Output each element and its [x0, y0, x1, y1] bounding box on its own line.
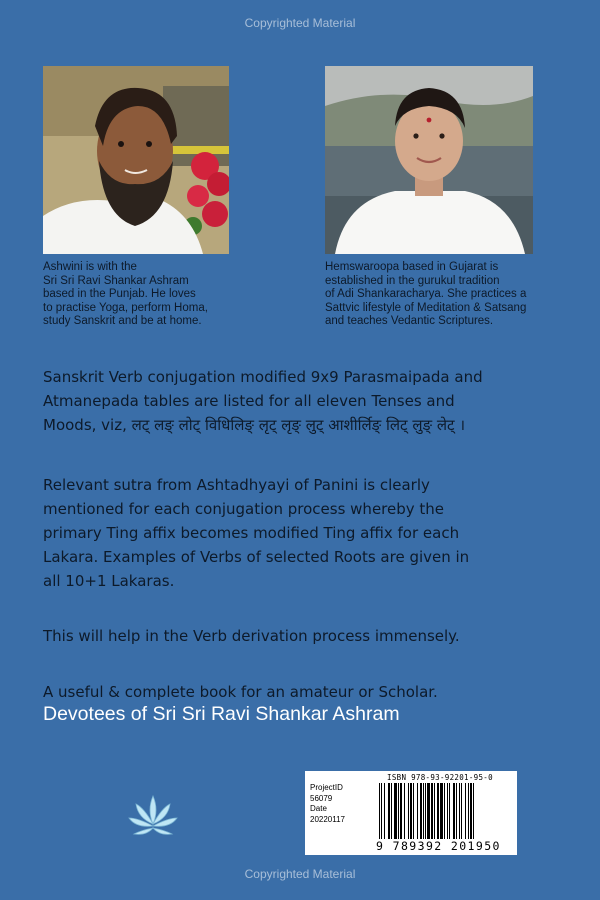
blurb-line: Relevant sutra from Ashtadhyayi of Panini is clearly [43, 476, 430, 494]
blurb-line: primary Ting affix becomes modified Ting affix for each [43, 524, 460, 542]
print-meta [310, 783, 345, 825]
blurb-line: all 10+1 Lakaras. [43, 572, 175, 590]
blurb-line: Moods, viz, लट् लङ् लोट् विधिलिङ् लृट् लृङ् लुट् आशीर्लिङ् लिट् लुङ् लेट् । [43, 416, 466, 434]
caption-line: to practise Yoga, perform Homa, [43, 301, 208, 314]
authors-line: Devotees of Sri Sri Ravi Shankar Ashram [43, 703, 400, 725]
barcode-digits: 9 789392 201950 [376, 839, 501, 853]
project-id-label: ProjectID [310, 783, 343, 792]
blurb-paragraph-useful: A useful & complete book for an amateur or Scholar. [43, 683, 438, 701]
blurb-line: mentioned for each conjugation process whereby the [43, 500, 445, 518]
caption-line: Ashwini is with the [43, 261, 137, 273]
blurb-line: Atmanepada tables are listed for all eleven Tenses and [43, 392, 455, 410]
lotus-icon [126, 790, 180, 844]
blurb-paragraph-help: This will help in the Verb derivation process immensely. [43, 627, 460, 645]
watermark-top: Copyrighted Material [244, 16, 356, 30]
blurb-line: Lakara. Examples of Verbs of selected Roots are given in [43, 548, 470, 566]
caption-line: Sri Sri Ravi Shankar Ashram [43, 274, 189, 287]
caption-line: Sattvic lifestyle of Meditation & Satsang [325, 301, 527, 314]
isbn-text: ISBN 978-93-92201-95-0 [387, 773, 493, 782]
author-photo-hemswaroopa [325, 66, 533, 254]
watermark-bottom: Copyrighted Material [244, 867, 356, 881]
caption-line: of Adi Shankaracharya. She practices a [325, 288, 527, 300]
caption-line: based in the Punjab. He loves [43, 288, 196, 300]
author-caption-ashwini [43, 261, 243, 329]
caption-line: Hemswaroopa based in Gujarat is [325, 261, 499, 273]
caption-line: established in the gurukul tradition [325, 274, 500, 287]
caption-line: study Sanskrit and be at home. [43, 315, 202, 327]
barcode-bars [378, 783, 512, 839]
blurb-line: Sanskrit Verb conjugation modified 9x9 Parasmaipada and [43, 368, 483, 386]
date-value: 20220117 [310, 814, 345, 824]
caption-line: and teaches Vedantic Scriptures. [325, 315, 494, 327]
author-caption-hemswaroopa [325, 261, 560, 329]
isbn-barcode-box [305, 771, 517, 855]
date-label: Date [310, 804, 327, 813]
author-photo-ashwini [43, 66, 229, 254]
blurb-paragraph-sutra [43, 473, 583, 593]
project-id-value: 56079 [310, 793, 333, 803]
blurb-paragraph-tables [43, 365, 583, 437]
